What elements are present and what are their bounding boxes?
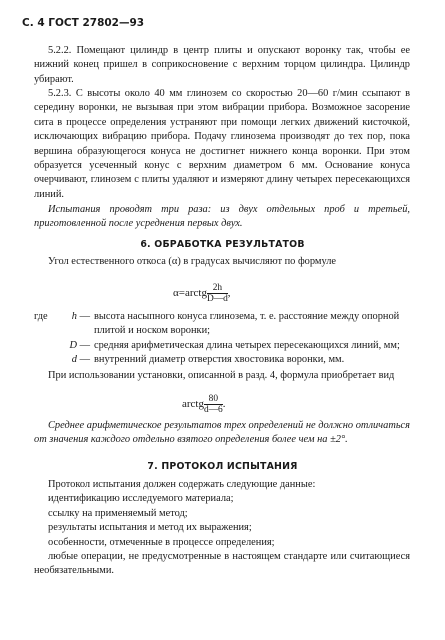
formula-installation-tail: . <box>222 398 226 411</box>
formula-alpha-lhs: α=arctg <box>173 287 207 300</box>
definitions-list <box>34 310 410 368</box>
formula-installation <box>182 394 225 415</box>
protocol-item: особенности, отмеченные в процессе определения; <box>48 536 275 548</box>
definition-dash: — <box>79 311 90 322</box>
where-label: где <box>34 311 48 322</box>
definition-symbol: h <box>71 311 77 322</box>
formula-alpha-tail: , <box>227 287 231 300</box>
protocol-intro: Протокол испытания должен содержать следующие данные: <box>48 479 316 490</box>
protocol-item: ссылку на применяемый метод; <box>48 507 188 519</box>
formula-installation-numerator: 80 <box>204 394 223 405</box>
paragraph-mean-note: Среднее арифметическое результатов трех определений не должно отличаться от значения каждого отдельно взятого определения более чем на ±2°. <box>34 420 410 446</box>
definition-dash: — <box>79 354 90 366</box>
formula-alpha <box>173 283 231 304</box>
formula-installation-denominator: d—6 <box>203 405 223 415</box>
paragraph-tests-note: Испытания проводят три раза: из двух отдельных проб и третьей, приготовленной после усреднения первых двух. <box>34 204 410 230</box>
paragraph-5-2-2: 5.2.2. Помещают цилиндр в центр плиты и опускают воронку так, чтобы ее нижний конец пришел в соприкосновение с верхним торцом цилиндра. Цилиндр убирают. <box>34 45 410 85</box>
section-7-title: 7. ПРОТОКОЛ ИСПЫТАНИЯ <box>147 461 298 472</box>
definition-text: высота насыпного конуса глинозема, т. е. расстояние между опорной плитой и носком воронки; <box>94 311 400 337</box>
formula-alpha-fraction <box>207 283 228 304</box>
protocol-block <box>34 478 410 579</box>
formula-alpha-numerator: 2h <box>207 283 228 294</box>
paragraph-5-2-3: 5.2.3. С высоты около 40 мм глинозем со скоростью 20—60 г/мин ссыпают в середину воронки, не вызывая при этом вибрации прибора. Возможное засорение сита в процессе определения устраняют при помощи легких движений кисточкой, исключающих вибрацию прибора. Подачу глинозема производят до тех пор, пока вершина образующегося конуса не достигнет нижнего конца воронки. При этом образуется усеченный конус с верхним диаметром 6 мм. Основание конуса очерчивают, глинозем с плиты удаляют и измеряют длину четырех пересекающихся линий. <box>34 88 410 200</box>
protocol-item: любые операции, не предусмотренные в настоящем стандарте или считающиеся необязательными. <box>34 551 410 577</box>
paragraph-angle: Угол естественного откоса (α) в градусах вычисляют по формуле <box>48 256 337 267</box>
page-header: С. 4 ГОСТ 27802—93 <box>22 17 145 29</box>
definition-dash: — <box>79 339 90 351</box>
definition-row <box>34 339 410 353</box>
formula-alpha-denominator: D—d <box>206 294 228 304</box>
protocol-item: идентификацию исследуемого материала; <box>48 493 234 505</box>
formula-installation-fraction <box>204 394 223 415</box>
definition-symbol: D <box>69 339 77 351</box>
definition-row <box>34 310 410 339</box>
definition-symbol: d <box>71 354 77 366</box>
definition-row <box>34 353 410 367</box>
formula-installation-lhs: arctg <box>182 398 204 411</box>
definition-text: средняя арифметическая длина четырех пересекающихся линий, мм; <box>94 339 400 351</box>
definition-text: внутренний диаметр отверстия хвостовика воронки, мм. <box>94 354 345 366</box>
protocol-item: результаты испытания и метод их выражения; <box>48 522 252 534</box>
paragraph-installation: При использовании установки, описанной в разд. 4, формула приобретает вид <box>48 370 395 381</box>
section-6-title: 6. ОБРАБОТКА РЕЗУЛЬТАТОВ <box>140 239 305 250</box>
